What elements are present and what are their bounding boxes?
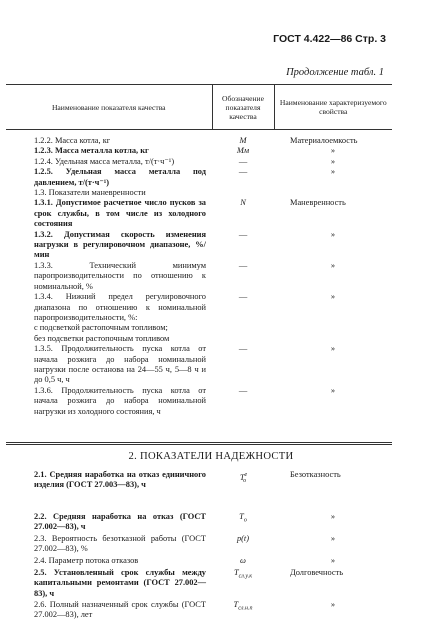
table-header-row [6, 85, 392, 130]
indicator-property: » [330, 292, 336, 302]
section-title-reliability: 2. ПОКАЗАТЕЛИ НАДЕЖНОСТИ [128, 451, 294, 462]
table-row [6, 600, 392, 622]
indicator-mark: ω [240, 556, 246, 565]
indicator-name: 1.3.1. Допустимое расчетное число пусков за срок службы, в том числе из холодного состояния [34, 198, 206, 229]
table-continuation-label: Продолжение табл. 1 [286, 67, 384, 78]
table-row [6, 386, 392, 417]
indicator-mark [212, 323, 274, 333]
table-row [6, 323, 392, 333]
indicator-mark [212, 334, 274, 344]
indicator-property: » [330, 534, 336, 543]
indicator-mark: — [238, 292, 248, 302]
section-divider [6, 442, 392, 443]
indicator-property: Маневренность [290, 198, 346, 208]
table-row [6, 470, 392, 512]
indicator-property: Долговечность [290, 568, 344, 577]
quality-indicators-table [6, 84, 392, 417]
indicator-property: Материалоемкость [290, 136, 358, 145]
table-row [6, 261, 392, 292]
indicator-name: 2.2. Средняя наработка на отказ (ГОСТ 27.002—83), ч [34, 512, 206, 532]
indicator-name: 1.2.3. Масса металла котла, кг [34, 146, 149, 156]
column-header-mark: Обозначение показателя качества [212, 85, 274, 130]
table-row [6, 556, 392, 568]
indicator-property [274, 323, 392, 333]
indicator-name: 1.3. Показатели маневренности [34, 188, 146, 198]
indicator-name: 2.6. Полный назначенный срок службы (ГОСТ 27.002—83), лет [34, 600, 206, 620]
table-row [6, 157, 392, 167]
indicator-name: 2.4. Параметр потока отказов [34, 556, 139, 565]
table-row [6, 334, 392, 344]
indicator-property [274, 188, 392, 198]
indicator-mark: — [238, 167, 248, 177]
column-header-name: Наименование показателя качества [6, 85, 212, 130]
indicator-property: » [330, 385, 336, 395]
indicator-name: 1.3.4. Нижний предел регулировочного диапазона по отношению к номинальной паропроизводительности, %: [34, 292, 206, 322]
table-row [6, 568, 392, 600]
indicator-name: 1.3.6. Продолжительность пуска котла от начала розжига до набора номинальной нагрузки из холодного состояния, ч [34, 385, 206, 416]
indicator-mark: M [239, 136, 247, 145]
indicator-property: » [330, 229, 336, 239]
table-row [6, 344, 392, 386]
indicator-mark: N [240, 198, 246, 208]
indicator-name: 1.2.5. Удельная масса металла под давлением, т/(т·ч⁻¹) [34, 167, 206, 187]
indicator-mark: $T^e_o$ [239, 472, 248, 485]
indicator-property: » [330, 556, 336, 565]
table-row [6, 230, 392, 261]
indicator-name: с подсветкой растопочным топливом; [34, 323, 168, 333]
indicator-mark: — [238, 344, 248, 354]
indicator-property: » [330, 156, 336, 166]
indicator-mark: Mм [236, 146, 250, 156]
indicator-property: » [330, 600, 336, 609]
table-row [6, 198, 392, 229]
indicator-name: 1.3.3. Технический минимум паропроизводительности по отношению к номинальной, % [34, 260, 206, 291]
indicator-property: Безотказность [290, 470, 341, 479]
indicator-mark: — [238, 260, 248, 270]
table-row [6, 188, 392, 198]
indicator-name: без подсветки растопочным топливом [34, 333, 170, 343]
table-row [6, 292, 392, 323]
indicator-property: » [330, 260, 336, 270]
indicator-name: 2.5. Установленный срок службы между капитальными ремонтами (ГОСТ 27.002—83), ч [34, 568, 206, 598]
indicator-mark [212, 188, 274, 198]
indicator-property: » [330, 167, 336, 177]
indicator-name: 2.3. Вероятность безотказной работы (ГОСТ 27.002—83), % [34, 534, 206, 554]
table-row [6, 146, 392, 156]
indicator-name: 1.3.2. Допустимая скорость изменения нагрузки в регулировочном диапазоне, %/мин [34, 229, 206, 260]
indicator-property: » [330, 512, 336, 521]
section-divider [6, 444, 392, 445]
indicator-mark: $T_{сл.у.к}$ [233, 568, 253, 580]
table-row [6, 534, 392, 556]
indicator-mark: — [238, 385, 248, 395]
column-header-property: Наименование характеризуемого свойства [274, 85, 392, 130]
indicator-property: » [330, 146, 336, 156]
reliability-indicators-table [6, 470, 392, 622]
page-header-gost: ГОСТ 4.422—86 Стр. 3 [273, 33, 386, 45]
indicator-mark: $T_{сл.н.п}$ [233, 600, 253, 612]
indicator-name: 1.2.4. Удельная масса металла, т/(т·ч⁻¹) [34, 156, 175, 166]
indicator-property: » [330, 344, 336, 354]
indicator-property [274, 334, 392, 344]
table-row [6, 136, 392, 146]
indicator-name: 1.2.2. Масса котла, кг [34, 136, 111, 145]
indicator-mark: — [238, 229, 248, 239]
table-row [6, 512, 392, 534]
indicator-mark: — [238, 156, 248, 166]
indicator-name: 1.3.5. Продолжительность пуска котла от начала розжига до набора номинальной нагрузки после останова на 24—55 ч, 5—8 ч и до 0,5 ч, ч [34, 344, 206, 385]
indicator-mark: $T_o$ [239, 512, 247, 524]
table-row [6, 167, 392, 188]
indicator-name: 2.1. Средняя наработка на отказ единичного изделия (ГОСТ 27.003—83), ч [34, 470, 206, 490]
indicator-mark: p(t) [236, 534, 250, 543]
